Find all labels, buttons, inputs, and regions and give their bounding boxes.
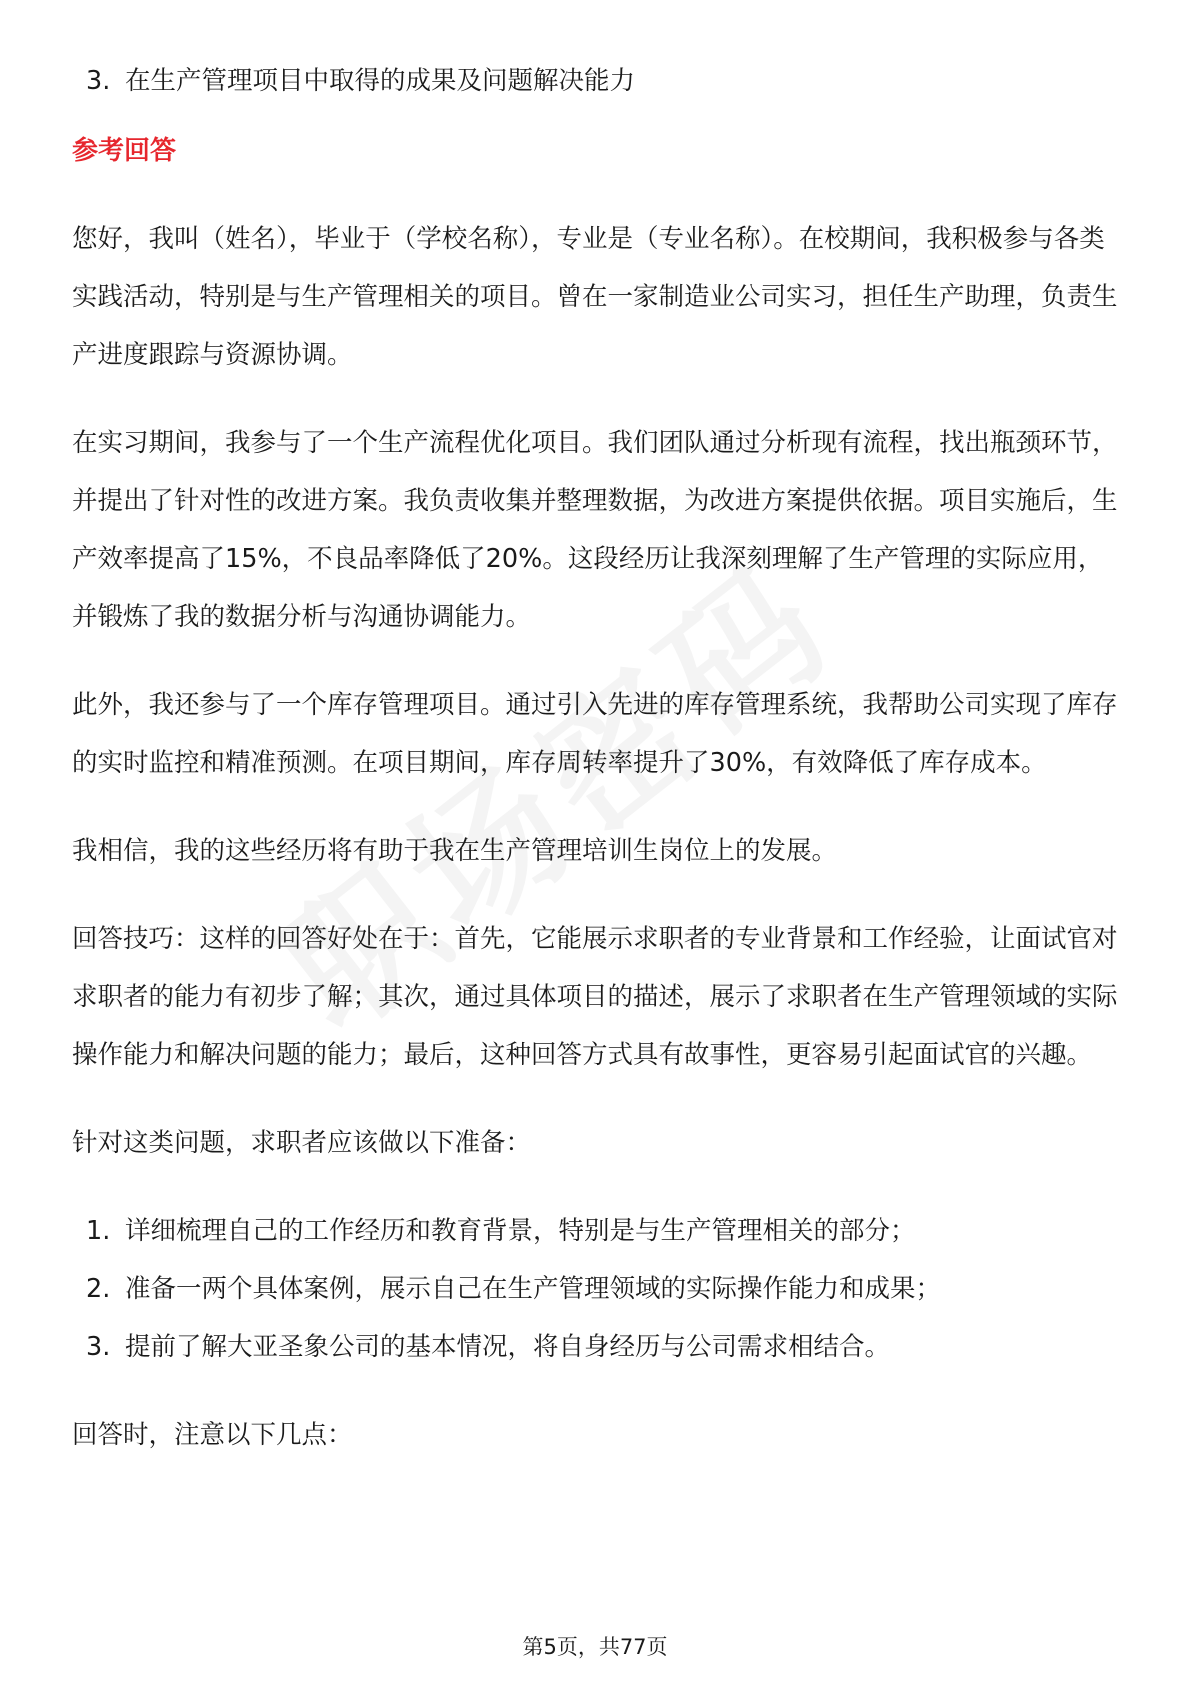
list-text: 详细梳理自己的工作经历和教育背景，特别是与生产管理相关的部分； xyxy=(125,1216,916,1246)
list-number: 1. xyxy=(86,1216,111,1246)
list-item xyxy=(72,52,1122,110)
list-number: 2. xyxy=(86,1274,111,1304)
list-item xyxy=(72,1202,1122,1260)
document-content xyxy=(72,52,1122,1464)
section-heading: 参考回答 xyxy=(72,136,177,166)
list-text: 提前了解大亚圣象公司的基本情况，将自身经历与公司需求相结合。 xyxy=(125,1332,891,1362)
list-number: 3. xyxy=(86,66,111,96)
paragraph-intro: 您好，我叫（姓名），毕业于（学校名称），专业是（专业名称）。在校期间，我积极参与各类实践活动，特别是与生产管理相关的项目。曾在一家制造业公司实习，担任生产助理，负责生产进度跟踪与资源协调。 xyxy=(72,224,1118,370)
paragraph-closing: 回答时，注意以下几点： xyxy=(72,1420,353,1450)
list-number: 3. xyxy=(86,1332,111,1362)
list-text: 准备一两个具体案例，展示自己在生产管理领域的实际操作能力和成果； xyxy=(125,1274,942,1304)
prep-list xyxy=(72,1202,1122,1376)
paragraph-belief: 我相信，我的这些经历将有助于我在生产管理培训生岗位上的发展。 xyxy=(72,836,838,866)
paragraph-tips: 回答技巧：这样的回答好处在于：首先，它能展示求职者的专业背景和工作经验，让面试官对求职者的能力有初步了解；其次，通过具体项目的描述，展示了求职者在生产管理领域的实际操作能力和解决问题的能力；最后，这种回答方式具有故事性，更容易引起面试官的兴趣。 xyxy=(72,924,1118,1070)
list-item xyxy=(72,1318,1122,1376)
paragraph-internship: 在实习期间，我参与了一个生产流程优化项目。我们团队通过分析现有流程，找出瓶颈环节，并提出了针对性的改进方案。我负责收集并整理数据，为改进方案提供依据。项目实施后，生产效率提高了15%，不良品率降低了20%。这段经历让我深刻理解了生产管理的实际应用，并锻炼了我的数据分析与沟通协调能力。 xyxy=(72,428,1118,632)
paragraph-prep-intro: 针对这类问题，求职者应该做以下准备： xyxy=(72,1128,532,1158)
list-text: 在生产管理项目中取得的成果及问题解决能力 xyxy=(125,66,636,96)
paragraph-inventory: 此外，我还参与了一个库存管理项目。通过引入先进的库存管理系统，我帮助公司实现了库存的实时监控和精准预测。在项目期间，库存周转率提升了30%，有效降低了库存成本。 xyxy=(72,690,1118,778)
page-footer: 第5页，共77页 xyxy=(522,1635,668,1659)
list-item xyxy=(72,1260,1122,1318)
